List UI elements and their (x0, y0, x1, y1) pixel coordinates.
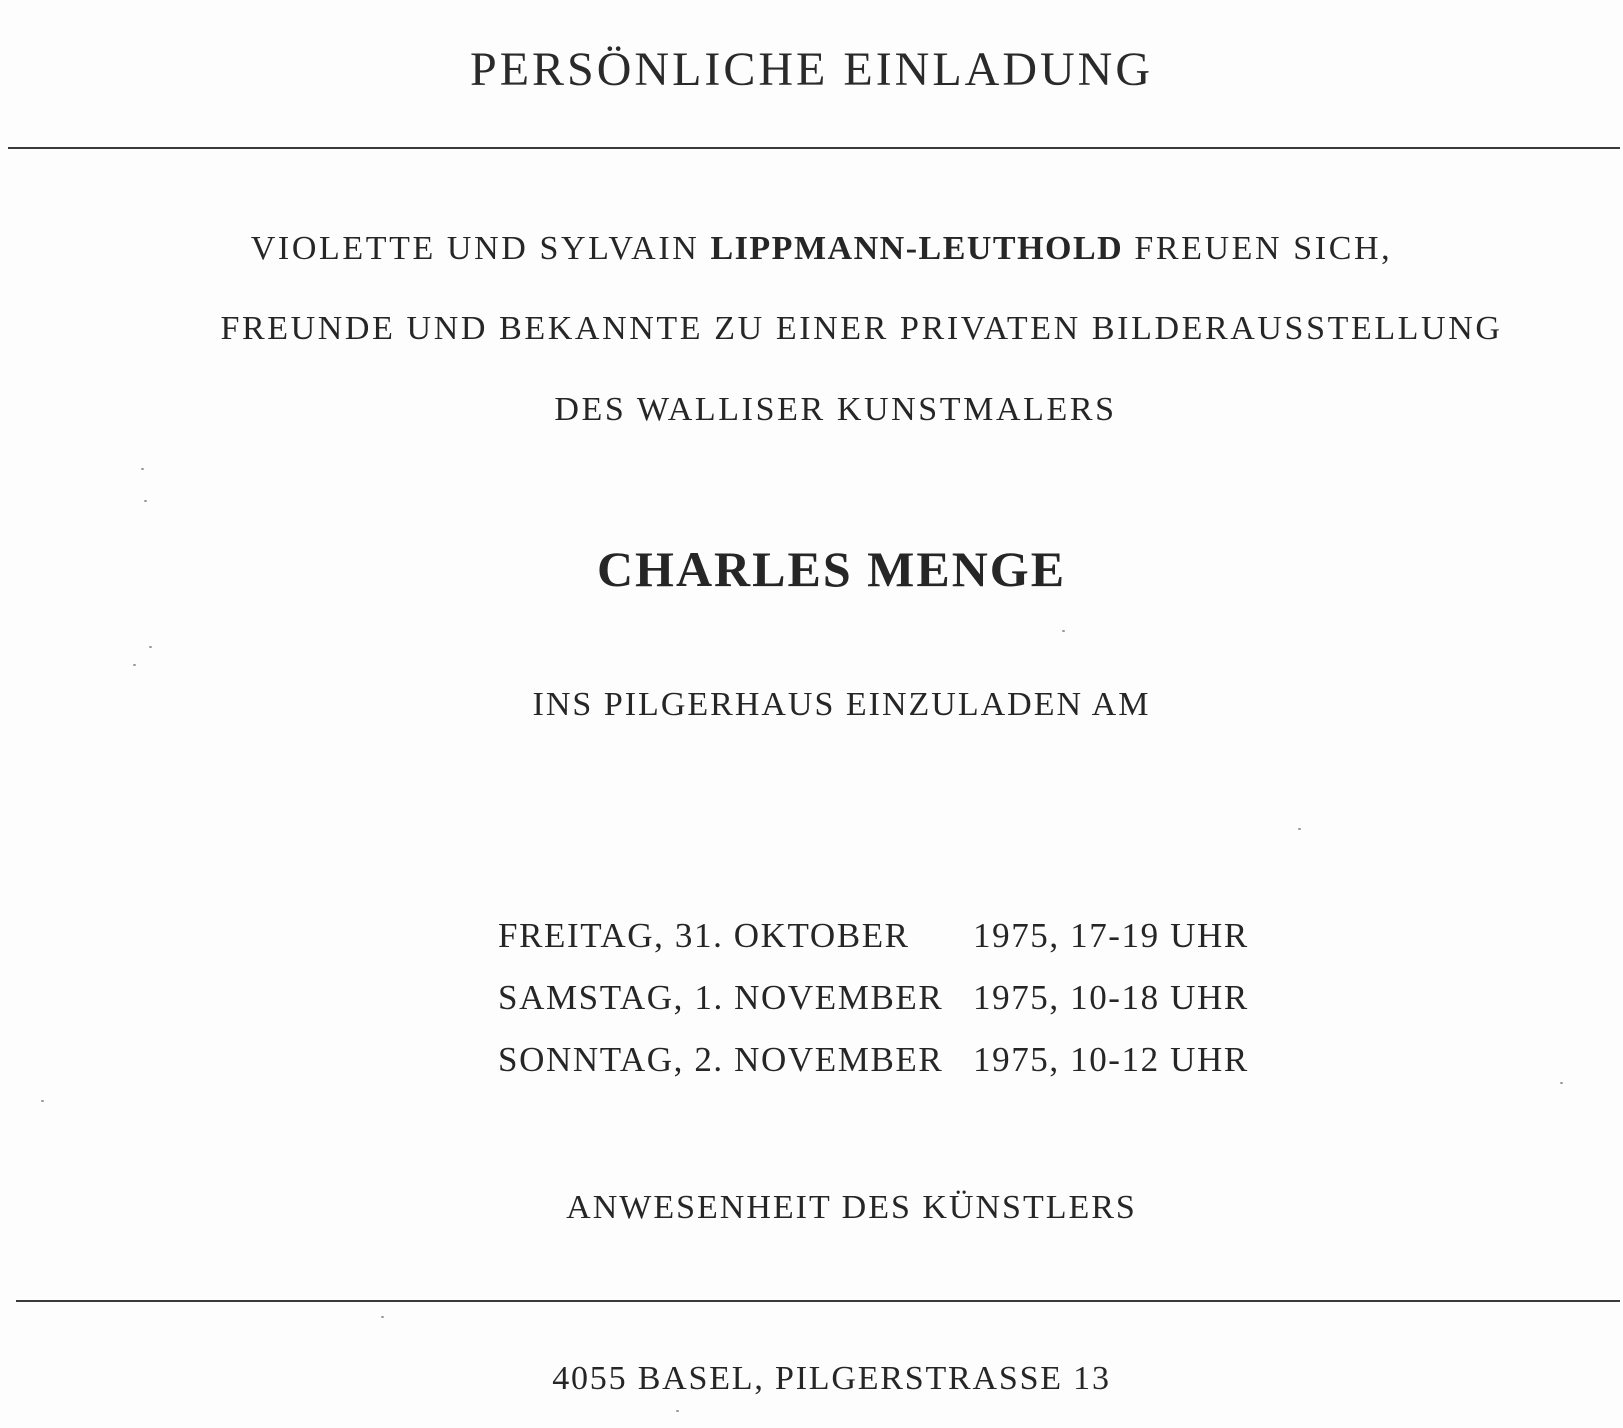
paper-speck (676, 1410, 679, 1412)
hosts-first-names: VIOLETTE UND SYLVAIN (250, 230, 711, 267)
schedule-day: FREITAG, 31. OKTOBER (498, 916, 910, 955)
schedule-row-sunday (498, 1029, 1249, 1091)
paper-speck (141, 468, 144, 470)
artist-presence-note: ANWESENHEIT DES KÜNSTLERS (566, 1189, 1137, 1226)
schedule-row-saturday (498, 967, 1249, 1029)
intro-line-3: DES WALLISER KUNSTMALERS (554, 391, 1117, 428)
schedule-day: SAMSTAG, 1. NOVEMBER (498, 978, 944, 1017)
venue-address: 4055 BASEL, PILGERSTRASSE 13 (552, 1360, 1111, 1397)
paper-speck (149, 646, 152, 648)
paper-speck (144, 500, 147, 502)
intro-line-1 (10, 230, 1623, 268)
hosts-greeting: FREUEN SICH, (1123, 230, 1393, 267)
schedule-time: 1975, 17-19 UHR (973, 916, 1249, 955)
schedule-time: 1975, 10-18 UHR (973, 978, 1249, 1017)
paper-speck (41, 1100, 44, 1102)
invitation-title: PERSÖNLICHE EINLADUNG (470, 43, 1153, 96)
paper-speck (1560, 1082, 1563, 1084)
schedule-time: 1975, 10-12 UHR (973, 1040, 1249, 1079)
paper-speck (1298, 828, 1301, 830)
intro-line-2: FREUNDE UND BEKANNTE ZU EINER PRIVATEN BILDERAUSSTELLUNG (220, 310, 1503, 347)
paper-speck (133, 664, 136, 666)
schedule-day: SONNTAG, 2. NOVEMBER (498, 1040, 944, 1079)
schedule (498, 905, 1249, 1091)
paper-speck (1062, 630, 1065, 632)
schedule-row-friday (498, 905, 1249, 967)
invite-line: INS PILGERHAUS EINZULADEN AM (532, 686, 1151, 723)
paper-speck (381, 1316, 384, 1318)
top-divider (8, 147, 1620, 149)
bottom-divider (16, 1300, 1620, 1302)
artist-name: CHARLES MENGE (596, 541, 1067, 597)
hosts-family-name: LIPPMANN-LEUTHOLD (710, 230, 1124, 267)
